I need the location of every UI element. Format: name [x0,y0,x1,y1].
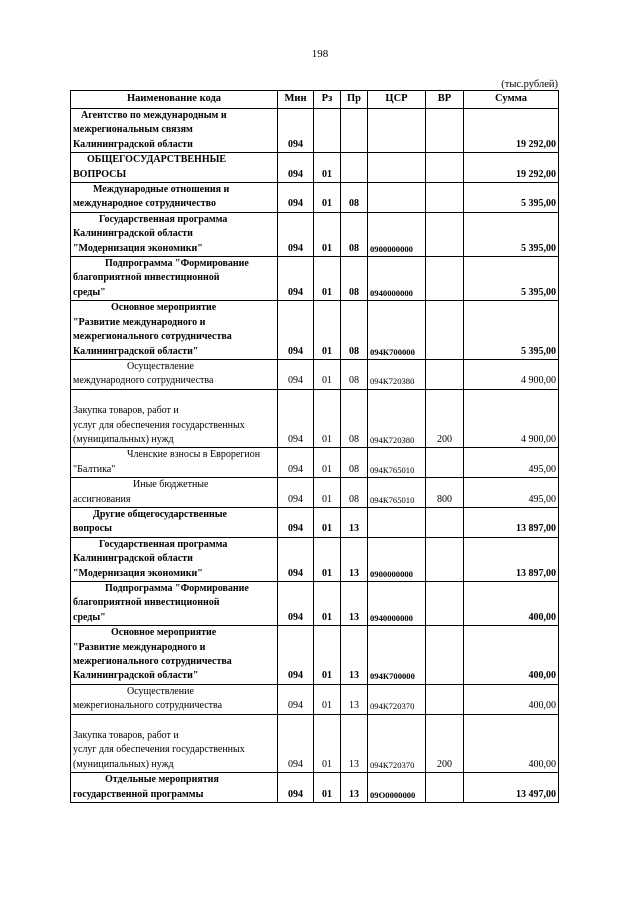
row-name [71,301,278,360]
table-row [71,582,559,626]
row-name-line: Международные отношения и [93,184,230,196]
row-name [71,537,278,581]
row-name-line: Агентство по международным и [81,110,227,121]
header-vr: ВР [426,91,464,109]
row-min: 094 [278,626,314,685]
row-vr: 200 [426,714,464,773]
row-rz: 01 [314,301,341,360]
budget-table [70,90,559,803]
row-name-line: благоприятной инвестиционной [73,597,220,609]
row-csr: 094К720380 [368,359,426,389]
row-name-line: Членские взносы в Еврорегион [127,449,261,461]
row-csr [368,507,426,537]
row-sum: 4 900,00 [464,359,559,389]
row-name [71,626,278,685]
row-csr: 0940000000 [368,582,426,626]
row-name [71,153,278,183]
row-vr [426,684,464,714]
row-name-line: Основное мероприятие [111,302,217,314]
table-row [71,212,559,256]
row-rz: 01 [314,448,341,478]
row-csr: 0900000000 [368,537,426,581]
header-rz: Рз [314,91,341,109]
row-vr [426,153,464,183]
row-name [71,582,278,626]
row-name-line: Калининградской области [73,138,193,150]
row-name-line: среды" [73,286,106,298]
row-vr [426,257,464,301]
row-pr: 08 [341,389,368,448]
row-vr [426,183,464,213]
row-pr [341,109,368,153]
row-pr: 13 [341,582,368,626]
row-rz: 01 [314,714,341,773]
row-vr [426,773,464,803]
row-rz: 01 [314,359,341,389]
row-name [71,109,278,153]
table-row [71,714,559,773]
row-name [71,507,278,537]
row-name-line: ОБЩЕГОСУДАРСТВЕННЫЕ [87,154,227,166]
row-sum: 400,00 [464,684,559,714]
table-row [71,773,559,803]
table-row [71,359,559,389]
row-csr [368,109,426,153]
row-min: 094 [278,684,314,714]
row-csr: 094К765010 [368,478,426,508]
row-name-line: Калининградской области" [73,345,199,357]
row-rz: 01 [314,537,341,581]
row-sum: 495,00 [464,448,559,478]
header-min: Мин [278,91,314,109]
table-row [71,389,559,448]
header-csr: ЦСР [368,91,426,109]
row-vr [426,537,464,581]
row-name-line: Государственная программа [99,213,228,225]
row-rz: 01 [314,153,341,183]
row-min: 094 [278,537,314,581]
row-min: 094 [278,109,314,153]
row-csr: 094К700000 [368,301,426,360]
row-pr: 08 [341,448,368,478]
row-name-line: "Модернизация экономики" [73,567,203,579]
row-name-line: Другие общегосударственные [93,508,227,520]
row-csr: 094К700000 [368,626,426,685]
row-name-line: Государственная программа [99,538,228,550]
row-name-line: услуг для обеспечения государственных [73,419,245,431]
row-name-line: Подпрограмма "Формирование [105,583,249,594]
row-rz: 01 [314,257,341,301]
row-name-line: международного сотрудничества [73,375,214,387]
header-row [71,91,559,109]
row-min: 094 [278,582,314,626]
row-vr [426,448,464,478]
row-csr: 094К765010 [368,448,426,478]
row-pr [341,153,368,183]
row-name-line: межрегионального сотрудничества [73,700,223,712]
table-row [71,626,559,685]
row-min: 094 [278,359,314,389]
row-min: 094 [278,257,314,301]
row-name-line: Калининградской области" [73,670,199,682]
row-name-line: Основное мероприятие [111,627,217,639]
row-min: 094 [278,301,314,360]
row-pr: 08 [341,301,368,360]
row-name-line: (муниципальных) нужд [73,758,174,770]
row-rz: 01 [314,389,341,448]
row-name-line: "Развитие международного и [73,316,206,328]
row-sum: 13 897,00 [464,507,559,537]
row-min: 094 [278,773,314,803]
row-csr: 094К720370 [368,714,426,773]
row-name-line: (муниципальных) нужд [73,433,174,445]
row-pr: 13 [341,537,368,581]
row-vr [426,109,464,153]
row-sum: 400,00 [464,582,559,626]
row-name [71,773,278,803]
row-name-line: Калининградской области [73,553,193,565]
row-min: 094 [278,389,314,448]
row-name-line: услуг для обеспечения государственных [73,744,245,756]
row-rz: 01 [314,582,341,626]
row-name-line: Иные бюджетные [133,479,209,491]
row-pr: 13 [341,773,368,803]
row-name-line: вопросы [73,523,112,535]
row-min: 094 [278,714,314,773]
row-rz: 01 [314,626,341,685]
row-sum: 400,00 [464,714,559,773]
row-min: 094 [278,478,314,508]
table-row [71,257,559,301]
row-pr: 13 [341,507,368,537]
row-rz: 01 [314,212,341,256]
row-vr [426,507,464,537]
row-name-line: межрегиональным связям [73,124,193,136]
row-name-line: Закупка товаров, работ и [73,405,179,417]
header-sum: Сумма [464,91,559,109]
row-min: 094 [278,507,314,537]
row-csr: 094К720370 [368,684,426,714]
row-csr [368,153,426,183]
row-min: 094 [278,183,314,213]
row-sum: 13 897,00 [464,537,559,581]
row-name [71,257,278,301]
row-rz [314,109,341,153]
row-rz: 01 [314,507,341,537]
row-min: 094 [278,153,314,183]
table-row [71,183,559,213]
row-name-line: среды" [73,611,106,623]
row-vr: 800 [426,478,464,508]
row-name-line: "Развитие международного и [73,641,206,653]
row-name-line: Калининградской области [73,228,193,240]
row-name-line: межрегионального сотрудничества [73,656,232,668]
header-pr: Пр [341,91,368,109]
row-rz: 01 [314,684,341,714]
row-name-line: Осуществление [127,685,194,697]
row-name-line: Осуществление [127,360,194,372]
row-pr: 08 [341,359,368,389]
table-row [71,153,559,183]
row-min: 094 [278,448,314,478]
row-csr: 0940000000 [368,257,426,301]
row-pr: 08 [341,478,368,508]
row-name [71,212,278,256]
row-name-line: "Балтика" [73,463,116,475]
row-name [71,389,278,448]
row-name [71,183,278,213]
row-vr [426,626,464,685]
table-row [71,448,559,478]
row-pr: 08 [341,212,368,256]
table-row [71,537,559,581]
row-name [71,448,278,478]
row-sum: 19 292,00 [464,153,559,183]
table-row [71,301,559,360]
row-rz: 01 [314,773,341,803]
row-rz: 01 [314,478,341,508]
row-name-line: ассигнования [73,493,131,505]
row-pr: 13 [341,714,368,773]
row-vr [426,212,464,256]
row-csr: 0900000000 [368,212,426,256]
row-sum: 495,00 [464,478,559,508]
row-rz: 01 [314,183,341,213]
row-name-line: "Модернизация экономики" [73,242,203,254]
row-sum: 5 395,00 [464,183,559,213]
row-vr [426,301,464,360]
row-sum: 400,00 [464,626,559,685]
table-row [71,507,559,537]
row-name [71,359,278,389]
row-name-line: международное сотрудничество [73,198,216,210]
row-csr [368,183,426,213]
row-sum: 13 497,00 [464,773,559,803]
row-sum: 19 292,00 [464,109,559,153]
units-label: (тыс.рублей) [501,79,558,90]
row-vr [426,359,464,389]
row-sum: 5 395,00 [464,257,559,301]
row-sum: 4 900,00 [464,389,559,448]
row-pr: 13 [341,626,368,685]
header-name: Наименование кода [71,91,278,109]
row-pr: 13 [341,684,368,714]
row-vr: 200 [426,389,464,448]
row-pr: 08 [341,183,368,213]
row-sum: 5 395,00 [464,212,559,256]
table-row [71,478,559,508]
row-sum: 5 395,00 [464,301,559,360]
row-csr: 094К720380 [368,389,426,448]
row-pr: 08 [341,257,368,301]
row-name [71,478,278,508]
row-csr: 09О0000000 [368,773,426,803]
row-name-line: Отдельные мероприятия [105,774,219,786]
row-name-line: благоприятной инвестиционной [73,272,220,284]
row-name-line [73,715,275,729]
row-name-line: Подпрограмма "Формирование [105,258,249,270]
row-name-line: государственной программы [73,788,204,800]
row-name-line [73,390,275,404]
row-name-line: межрегионального сотрудничества [73,331,232,343]
row-min: 094 [278,212,314,256]
row-name [71,714,278,773]
page-number: 198 [311,48,329,60]
table-row [71,684,559,714]
row-name-line: Закупка товаров, работ и [73,730,179,742]
table-row [71,109,559,153]
row-name-line: ВОПРОСЫ [73,168,127,180]
row-vr [426,582,464,626]
table-body [71,109,559,803]
row-name [71,684,278,714]
